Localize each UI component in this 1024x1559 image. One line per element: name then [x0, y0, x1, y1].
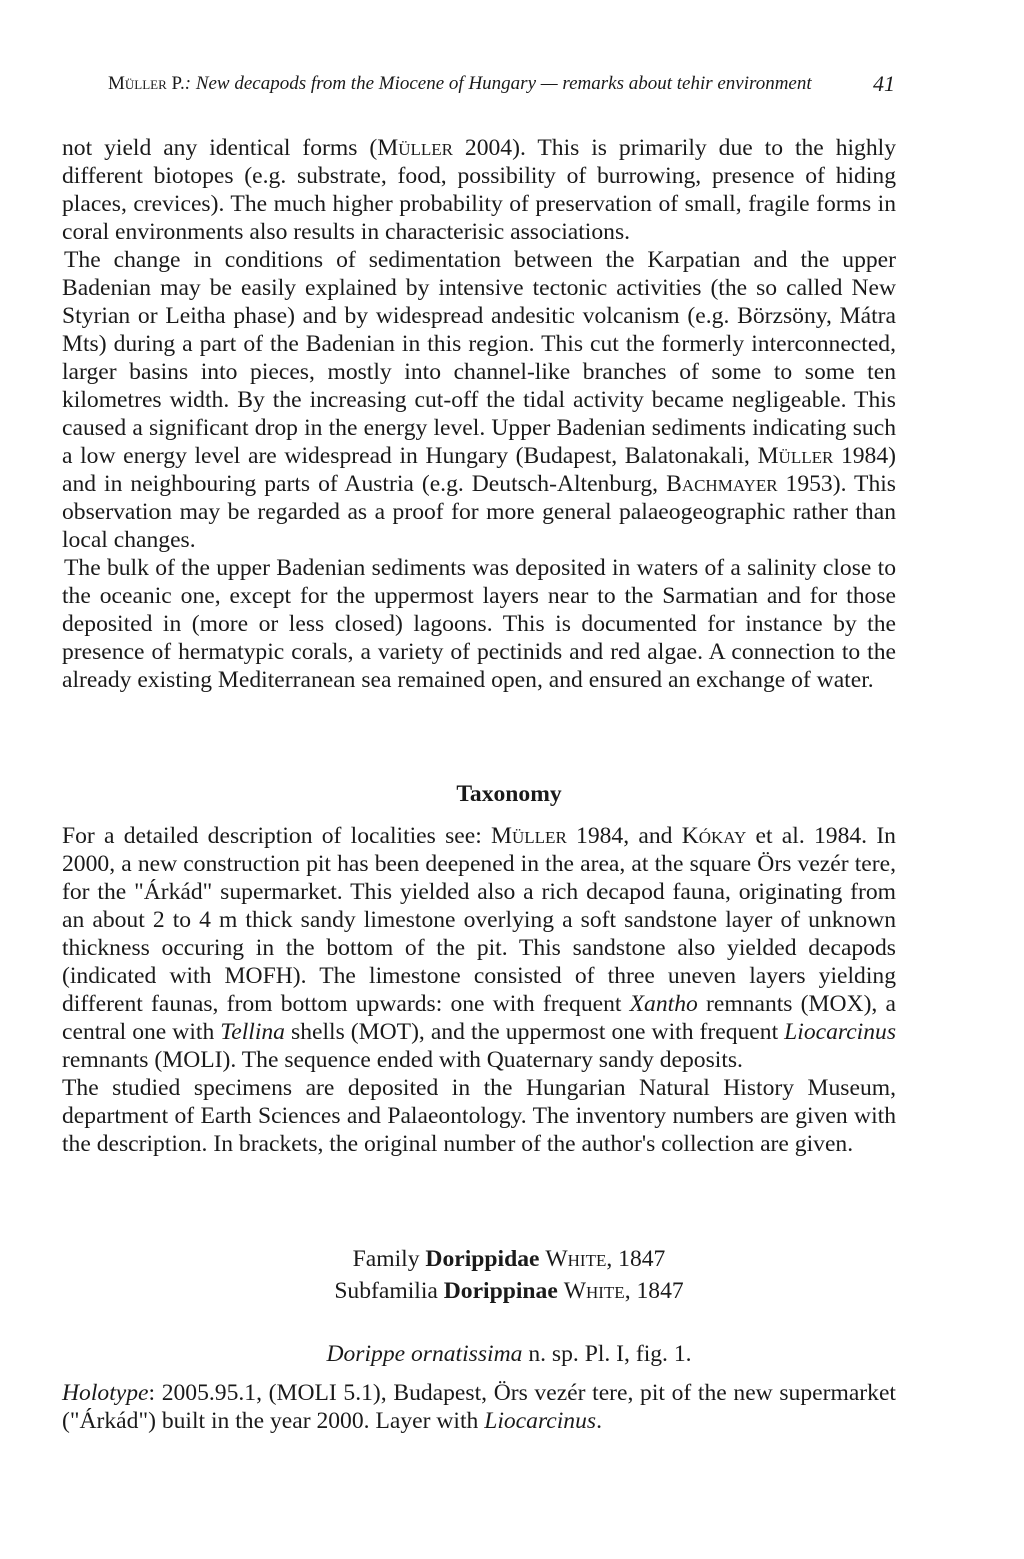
paragraph: For a detailed description of localities see: Müller 1984, and Kókay et al. 1984. In 2000, a new construction pit has been deepened in the area, at the square Örs vezér tere, for the "Árkád" supermarket. This yielded also a rich decapod fauna, originating from an about 2 to 4 m thick sandy limestone overlying a soft sandstone layer of unknown thickness occuring in the bottom of the pit. This sandstone also yielded decapods (indicated with MOFH). The limestone consisted of three uneven layers yielding different faunas, from bottom upwards: one with frequent Xantho remnants (MOX), a central one with Tellina shells (MOT), and the uppermost one with frequent Liocarcinus remnants (MOLI). The sequence ended with Quaternary sandy deposits. — [62, 823, 897, 1073]
section-heading-taxonomy: Taxonomy — [456, 781, 562, 807]
running-header — [108, 73, 895, 103]
header-title: : New decapods from the Miocene of Hungary — remarks about tehir environment — [184, 73, 812, 94]
paragraph: The change in conditions of sedimentation between the Karpatian and the upper Badenian may be easily explained by intensive tectonic activities (the so called New Styrian or Leitha phase) and by widespread andesitic volcanism (e.g. Börzsöny, Mátra Mts) during a part of the Badenian in this region. This cut the formerly interconnected, larger basins into pieces, mostly into channel-like branches of some to some ten kilometres width. By the increasing cut-off the tidal activity became negligeable. This caused a significant drop in the energy level. Upper Badenian sediments indicating such a low energy level are widespread in Hungary (Budapest, Balatonakali, Müller 1984) and in neighbouring parts of Austria (e.g. Deutsch-Altenburg, Bachmayer 1953). This observation may be regarded as a proof for more general palaeogeographic rather than local changes. — [62, 247, 896, 553]
family-line: Family Dorippidae White, 1847 — [352, 1246, 666, 1272]
paragraph: The bulk of the upper Badenian sediments was deposited in waters of a salinity close to the oceanic one, except for the uppermost layers near to the Sarmatian and for those deposited in (more or less closed) lagoons. This is documented for instance by the presence of hermatypic corals, a variety of pectinids and red algae. A connection to the already existing Mediterranean sea remained open, and ensured an exchange of water. — [62, 555, 896, 693]
page-number: 41 — [873, 71, 895, 96]
paragraph: Holotype: 2005.95.1, (MOLI 5.1), Budapest, Örs vezér tere, pit of the new supermarket ("Árkád") built in the year 2000. Layer with Liocarcinus. — [62, 1380, 896, 1434]
subfamily-line: Subfamilia Dorippinae White, 1847 — [334, 1278, 684, 1304]
paragraph: not yield any identical forms (Müller 2004). This is primarily due to the highly different biotopes (e.g. substrate, food, possibility of burrowing, presence of hiding places, crevices). The much higher probability of preservation of small, fragile forms in coral environments also results in characterisic associations. — [62, 135, 896, 245]
header-author: Müller P. — [108, 73, 185, 94]
species-line: Dorippe ornatissima n. sp. Pl. I, fig. 1. — [326, 1341, 692, 1367]
taxonomy-text — [62, 822, 896, 1158]
paragraph: The studied specimens are deposited in the Hungarian Natural History Museum, department of Earth Sciences and Palaeontology. The inventory numbers are given with the description. In brackets, the original number of the author's collection are given. — [62, 1075, 896, 1157]
intro-text — [62, 134, 896, 694]
holotype-text — [62, 1379, 896, 1435]
